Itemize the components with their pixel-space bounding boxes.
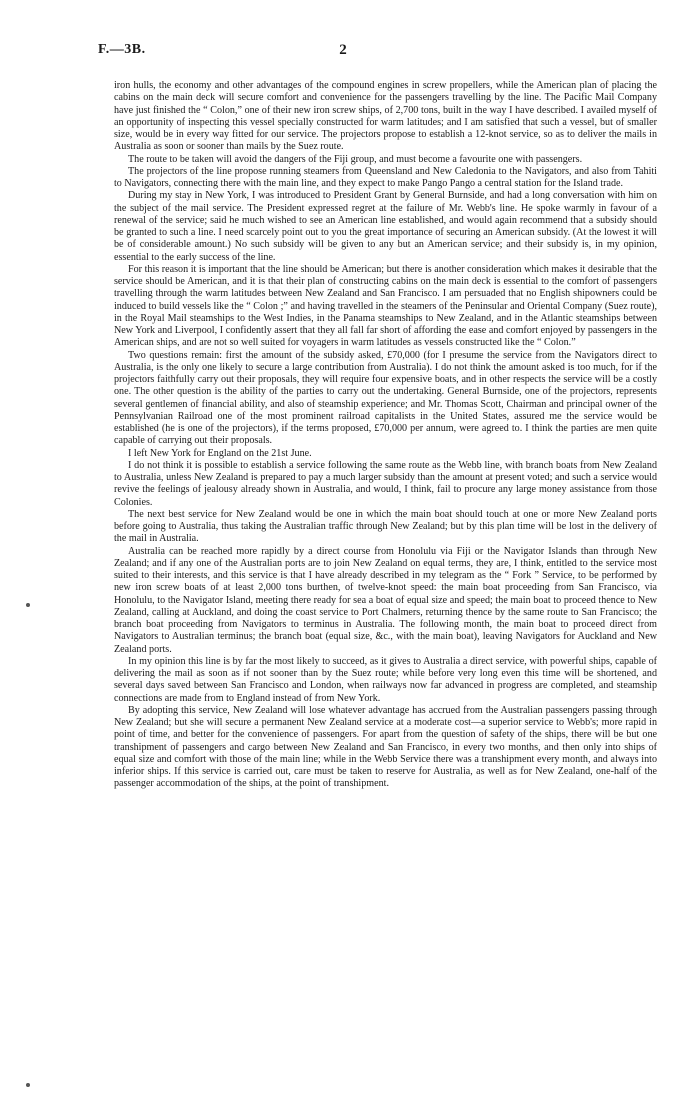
- margin-mark: [26, 1083, 30, 1087]
- paragraph: By adopting this service, New Zealand will lose whatever advantage has accrued from the Australian passengers passing through New Zealand; but she will secure a permanent New Zealand service at a moderate cost—a superior service to Webb's; more rapid in point of time, and better for the convenience of passengers. For apart from the question of safety of the ships, there will be but one transhipment of passengers and cargo between New Zealand and San Francisco, in every two months, and then only into ships of equal size and comfort with those of the main line; while in the Webb Service there was a transhipment every month, and always into inferior ships. If this service is carried out, care must be taken to reserve for Australia, as well as for New Zealand, one-half of the passenger accommodation of the ships, at the point of transhipment.: [114, 704, 657, 790]
- paragraph: The route to be taken will avoid the dangers of the Fiji group, and must become a favourite one with passengers.: [128, 153, 583, 165]
- paragraph: The next best service for New Zealand would be one in which the main boat should touch at one or more New Zealand ports before going to Australia, thus taking the Australian traffic through New Zealand; but by this plan time will be lost in the delivery of the mail in Australia.: [114, 508, 657, 545]
- paragraph: I left New York for England on the 21st June.: [128, 447, 312, 459]
- document-reference: F.—3B.: [98, 42, 146, 57]
- paragraph: During my stay in New York, I was introduced to President Grant by General Burnside, and had a long conversation with him on the subject of the mail service. The President expressed regret at the failure of Mr. Webb's line. He spoke warmly in favour of a renewal of the service; said he much wished to see an American line established, and would again recommend that a subsidy should be granted to such a line. I need scarcely point out to you the great importance of securing an American subsidy. (At the lowest it will be of considerable amount.) No such subsidy will be given to any but an American service; and their subsidy is, in my opinion, essential to the early success of the line.: [114, 190, 657, 263]
- body-text: [114, 80, 657, 791]
- page-number: 2: [339, 42, 347, 58]
- page-header: [98, 42, 588, 66]
- paragraph: For this reason it is important that the line should be American; but there is another consideration which makes it desirable that the service should be American, and it is that their plan of constructing cabins on the main deck is essential to the comfort of passengers travelling through the warm latitudes between New Zealand and San Francisco. I am persuaded that no English shipowners could be induced to build vessels like the “ Colon ;” and having travelled in the steamers of the Peninsular and Oriental Company (Suez route), in the Royal Mail steamships to the West Indies, in the Panama steamships to New Zealand, and in the Atlantic steamships between New York and Liverpool, I confidently assert that they all fall far short of affording the ease and comfort enjoyed by passengers in the American ships, and are not so well suited for voyagers in warm latitudes as vessels constructed like the “ Colon.”: [114, 263, 657, 349]
- paragraph: I do not think it is possible to establish a service following the same route as the Webb line, with branch boats from New Zealand to Australia, unless New Zealand is prepared to pay a much larger subsidy than the amount at present voted; and such a service would revive the feelings of jealousy already shown in Australia, and would, I think, fail to procure any large money assistance from those Colonies.: [114, 459, 657, 508]
- paragraph: The projectors of the line propose running steamers from Queensland and New Caledonia to the Navigators, and also from Tahiti to Navigators, connecting there with the main line, and they expect to make Pango Pango a central station for the Island trade.: [114, 165, 657, 189]
- paragraph: In my opinion this line is by far the most likely to succeed, as it gives to Australia a direct service, with powerful ships, capable of delivering the mail as soon as if not sooner than by the Suez route; while before very long even this time will be shortened, and several days saved between San Francisco and London, when railways now far advanced in progress are completed, and steamship connections are made from to England instead of from New York.: [114, 655, 657, 704]
- margin-mark: [26, 603, 30, 607]
- paragraph: Two questions remain: first the amount of the subsidy asked, £70,000 (for I presume the service from the Navigators direct to Australia, is the only one likely to secure a large contribution from Australia). I do not think the amount asked is too much, for if the projectors faithfully carry out their proposals, they will require four expensive boats, and in other respects the service will be a costly one. The other question is the ability of the parties to carry out the undertaking. General Burnside, one of the projectors, represents several gentlemen of financial ability, and also of steamship experience; and Mr. Thomas Scott, Chairman and principal owner of the Pennsylvanian Railroad one of the most prominent railroad capitalists in the United States, assured me the service would be established (he is one of the projectors), if the terms proposed, £70,000 per annum, were agreed to. I think the parties are men quite capable of carrying out their proposals.: [114, 349, 657, 447]
- paragraph: iron hulls, the economy and other advantages of the compound engines in screw propellers, while the American plan of placing the cabins on the main deck will secure comfort and convenience for the passengers travelling by the line. The Pacific Mail Company have just finished the “ Colon,” one of their new iron screw ships, of 2,700 tons, built in the way I have described. I availed myself of an opportunity of inspecting this vessel specially constructed for warm latitudes; and I am satisfied that such a vessel, but of smaller size, would be in every way fitted for our service. The projectors propose to establish a 12-knot service, so as to deliver the mails in Australia as soon or sooner than mails by the Suez route.: [114, 80, 657, 153]
- paragraph: Australia can be reached more rapidly by a direct course from Honolulu via Fiji or the Navigator Islands than through New Zealand; and if any one of the Australian ports are to join New Zealand on equal terms, they are, I think, entitled to the service most suited to their interests, and this service is that I have already described in my telegram as the “ Fork ” Service, to be performed by new iron screw boats of at least 2,000 tons burthen, of twelve-knot speed: the main boat proceeding from San Francisco, via Honolulu, to the Navigator Island, meeting there ready for sea a boat of equal size and speed; the main boat to proceed thence to New Zealand, calling at Auckland, and doing the coast service to Port Chalmers, returning thence by the same route to San Francisco; the branch boat proceeding from Navigators to terminus in Australia. The following month, the main boat to proceed direct from Navigators to Australian terminus; the branch boat (equal size, &c., with the main boat), leaving Navigators for Auckland and New Zealand ports.: [114, 545, 657, 655]
